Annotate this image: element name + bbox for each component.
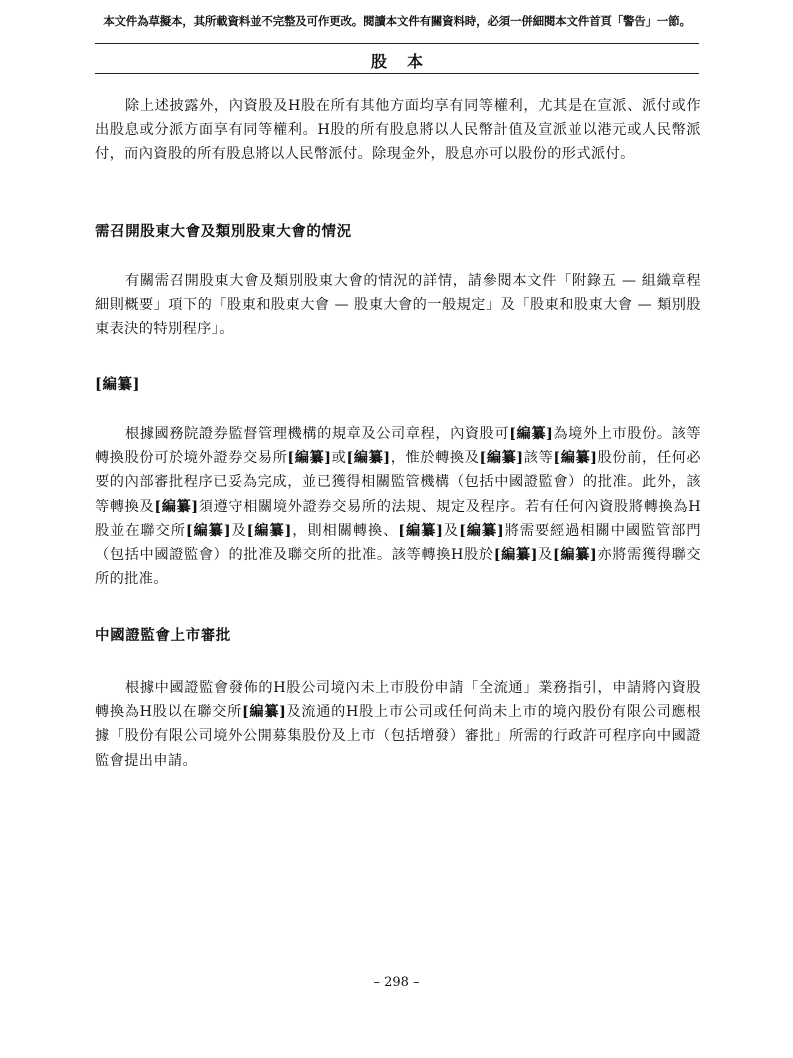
text-run: 該等 [523,450,554,467]
section-title: 股本 [370,52,443,71]
redacted-marker: [編纂] [398,522,444,539]
header-rule-top [95,43,699,44]
redacted-marker: [編纂] [553,547,598,564]
redacted-marker: [編纂] [287,450,332,467]
heading-redacted: [編纂] [95,376,141,393]
heading-csrc-approval: 中國證監會上市審批 [95,627,231,644]
text-run: ，則相關轉換、 [291,522,399,539]
paragraph-share-conversion [95,422,701,591]
header-rule-bottom [95,73,699,74]
redacted-marker: [編纂] [553,450,598,467]
redacted-marker: [編纂] [459,522,505,539]
text-run: 及 [230,522,247,539]
paragraph-general-meetings: 有關需召開股東大會及類別股東大會的情況的詳情，請參閱本文件「附錄五 — 組織章程細則概要」項下的「股東和股東大會 — 股東大會的一般規定」及「股東和股東大會 — 類別股東表決的特別程序」。 [95,273,701,338]
text-run: 股份前，任何必要的內部審批程序已妥為完成，並已獲得相關監管機構（包括中國證監會）的批准。此外，該等轉換及 [95,450,702,515]
text-run: 或 [331,450,347,467]
redacted-marker: [編纂] [241,704,287,721]
redacted-marker: [編纂] [154,498,199,515]
text-run: ，惟於轉換及 [390,450,480,467]
text-run: 及 [443,522,460,539]
text-run: 及 [537,547,553,564]
paragraph-full-circulation [95,676,701,773]
redacted-marker: [編纂] [509,426,554,442]
text-run: 將需要經過相關中國監管部門（包括中國證監會）的批准及聯交所的批准。該等轉換H股於 [95,522,702,564]
redacted-marker: [編纂] [346,450,391,467]
text-run: 根據中國證監會發佈的H股公司境內未上市股份申請「全流通」業務指引，申請將內資股轉換為H股以在聯交所 [95,680,701,721]
text-run: 根據國務院證券監督管理機構的規章及公司章程，內資股可 [125,426,510,442]
redacted-marker: [編纂] [185,522,231,539]
text-run: 亦將需獲得聯交所的批准。 [95,547,702,588]
page-number: – 298 – [373,975,420,990]
text-run: 及流通的H股上市公司或任何尚未上市的境內股份有限公司應根據「股份有限公司境外公開募集股份及上市（包括增發）審批」所需的行政許可程序向中國證監會提出申請。 [95,704,702,769]
text-run: 為境外上市股份。該等轉換股份可於境外證券交易所 [95,426,701,467]
redacted-marker: [編纂] [493,547,538,564]
text-run: 須遵守相關境外證券交易所的法規、規定及程序。若有任何內資股將轉換為H股並在聯交所 [95,498,701,539]
heading-general-meetings: 需召開股東大會及類別股東大會的情況 [95,223,352,240]
redacted-marker: [編纂] [479,450,524,467]
redacted-marker: [編纂] [246,522,292,539]
paragraph-dividend-rights: 除上述披露外，內資股及H股在所有其他方面均享有同等權利，尤其是在宣派、派付或作出股息或分派方面享有同等權利。H股的所有股息將以人民幣計值及宣派並以港元或人民幣派付，而內資股的所有股息將以人民幣派付。除現金外，股息亦可以股份的形式派付。 [95,98,701,163]
draft-warning-banner: 本文件為草擬本，其所載資料並不完整及可作更改。閱讀本文件有關資料時，必須一併細閱本文件首頁「警告」一節。 [103,14,691,28]
